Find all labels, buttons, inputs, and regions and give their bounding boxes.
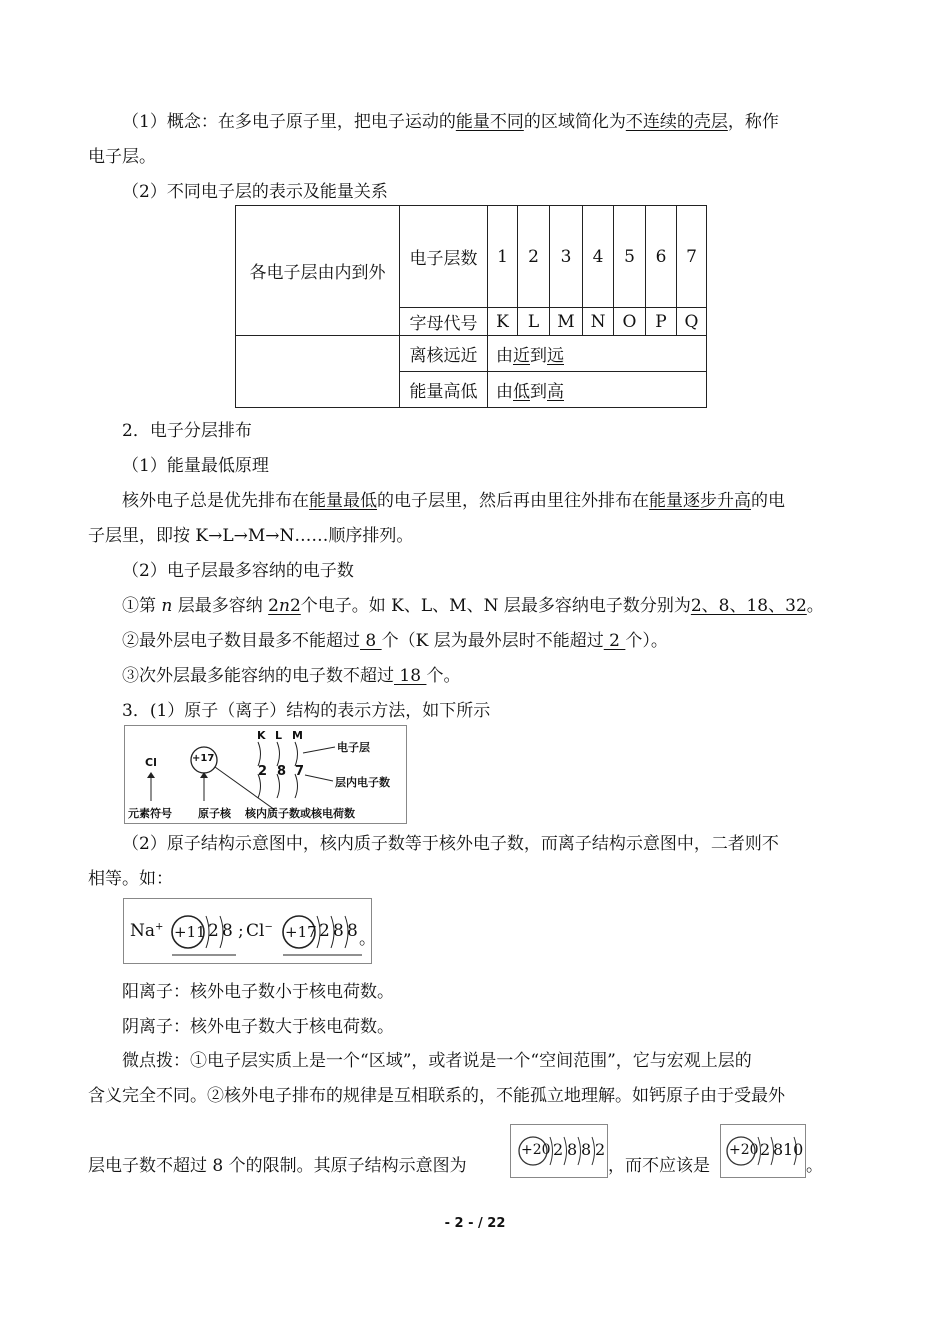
nucleus-charge: +17 [192,753,215,764]
row-header: 各电子层由内到外 [236,206,400,336]
header-energy: 能量高低 [400,372,488,408]
table-cell: M [550,308,583,336]
tip-line3: 层电子数不超过 8 个的限制。其原子结构示意图为 [88,1156,467,1176]
table-cell: N [583,308,614,336]
sodium-symbol: Na+ [130,921,164,941]
table-cell: P [646,308,677,336]
section-heading: （2）不同电子层的表示及能量关系 [122,182,388,202]
element-symbol: Cl [145,756,157,769]
header-distance: 离核远近 [400,336,488,372]
rule-1: ①第 n 层最多容纳 2n2个电子。如 K、L、M、N 层最多容纳电子数分别为2、8、18、32。 [122,596,824,616]
section-2-heading: 2．电子分层排布 [122,421,252,441]
cation-line: 阳离子：核外电子数小于核电荷数。 [122,982,394,1002]
rule-3: ③次外层最多能容纳的电子数不超过 18 个。 [122,666,461,686]
table-cell: 2 [518,206,550,308]
tip-line2: 含义完全不同。②核外电子排布的规律是互相联系的，不能孤立地理解。如钙原子由于受最外 [88,1086,785,1106]
ion-paragraph-line2: 相等。如： [88,869,173,889]
label-symbol: 元素符号 [128,807,172,820]
table-cell: O [614,308,646,336]
label-count: 层内电子数 [335,776,390,789]
table-cell: 6 [646,206,677,308]
header-letter-code: 字母代号 [400,308,488,336]
anion-line: 阴离子：核外电子数大于核电荷数。 [122,1017,394,1037]
electron-layer-table [235,205,707,408]
principle-line1: 核外电子总是优先排布在能量最低的电子层里，然后再由里往外排布在能量逐步升高的电 [122,491,785,511]
table-cell: L [518,308,550,336]
energy-value: 由低到高 [488,372,707,408]
table-cell: 5 [614,206,646,308]
calcium-wrong-figure: +20 2 8 10 [720,1124,806,1178]
section-3-heading: 3．(1）原子（离子）结构的表示方法，如下所示 [122,701,491,721]
ion-structure-figure: Na+ +11 2 8 ; Cl− +17 2 8 8 。 [123,898,372,964]
label-charge: 核内质子数或核电荷数 [245,807,355,820]
atom-structure-figure: Cl +17 K L M 2 8 7 电子层 层内电子数 元素符号 原子核 核内质子数或核电荷数 [124,725,407,824]
chlorine-symbol: Cl− [246,921,273,941]
concept-paragraph-line1: （1）概念：在多电子原子里，把电子运动的能量不同的区域简化为不连续的壳层，称作 [122,112,779,132]
rule-2: ②最外层电子数目最多不能超过 8 个（K 层为最外层时不能超过 2 个）。 [122,631,668,651]
page-number: - 2 - / 22 [444,1216,506,1231]
ion-paragraph-line1: （2）原子结构示意图中，核内质子数等于核外电子数，而离子结构示意图中，二者则不 [122,834,779,854]
subsection-2-2: （2）电子层最多容纳的电子数 [122,561,354,581]
principle-line2: 子层里，即按 K→L→M→N……顺序排列。 [88,526,414,546]
calcium-correct-figure: +20 2 8 8 2 [510,1124,608,1178]
distance-value: 由近到远 [488,336,707,372]
table-cell: K [488,308,518,336]
tip-line1: 微点拨：①电子层实质上是一个“区域”，或者说是一个“空间范围”，它与宏观上层的 [122,1051,752,1071]
table-cell: 4 [583,206,614,308]
concept-paragraph-line2: 电子层。 [88,147,156,167]
label-nucleus: 原子核 [198,807,231,820]
label-layer: 电子层 [337,741,370,754]
subsection-2-1: （1）能量最低原理 [122,456,269,476]
table-cell: Q [677,308,707,336]
table-cell: 3 [550,206,583,308]
table-cell: 7 [677,206,707,308]
table-cell: 1 [488,206,518,308]
header-layer-number: 电子层数 [400,206,488,308]
